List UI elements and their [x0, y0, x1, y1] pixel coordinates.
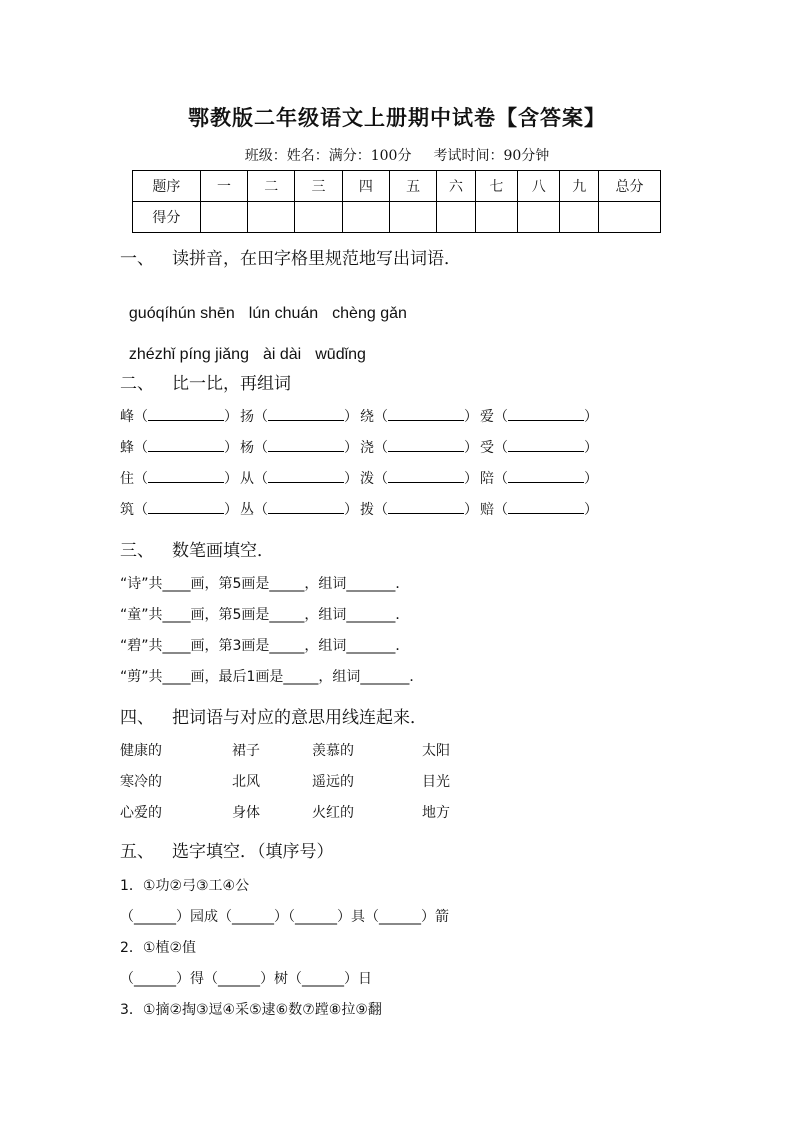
compare-item: 住（ ） — [120, 471, 238, 487]
score-cell[interactable] — [475, 202, 517, 233]
score-cell[interactable] — [248, 202, 295, 233]
score-cell[interactable] — [342, 202, 389, 233]
matching-word[interactable]: 火红的 — [312, 805, 354, 821]
compare-item: 陪（ ） — [480, 471, 598, 487]
matching-word[interactable]: 太阳 — [422, 743, 450, 759]
header-cell: 一 — [200, 171, 247, 202]
section-title: 比一比，再组词 — [172, 374, 291, 394]
matching-word[interactable]: 遥远的 — [312, 774, 354, 790]
compare-item: 蜂（ ） — [120, 440, 238, 456]
score-cell[interactable] — [518, 202, 560, 233]
matching-word[interactable]: 寒冷的 — [120, 774, 162, 790]
choice-options: 2．①植②值 — [120, 940, 197, 956]
header-cell: 五 — [389, 171, 436, 202]
compare-item: 杨（ ） — [240, 440, 358, 456]
section-title: 读拼音，在田字格里规范地写出词语． — [172, 249, 461, 269]
answer-blank[interactable] — [508, 408, 584, 421]
compare-item: 浇（ ） — [360, 440, 478, 456]
section-title: 选字填空．（填序号） — [172, 842, 334, 862]
answer-blank[interactable] — [508, 501, 584, 514]
exam-info — [0, 145, 794, 165]
compare-item: 丛（ ） — [240, 502, 358, 518]
pinyin-item: guóqíhún shēn — [128, 305, 235, 322]
compare-row — [120, 468, 600, 488]
matching-word[interactable]: 心爱的 — [120, 805, 162, 821]
pinyin-item: wūdǐng — [315, 346, 366, 363]
pinyin-item: lún chuán — [248, 305, 319, 322]
section-number: 四、 — [120, 708, 154, 728]
header-cell: 题序 — [133, 171, 201, 202]
exam-time-info: 考试时间：90分钟 — [433, 148, 550, 164]
header-cell: 九 — [560, 171, 598, 202]
section-1-heading — [120, 244, 461, 269]
compare-row — [120, 499, 600, 519]
compare-item: 筑（ ） — [120, 502, 238, 518]
score-cell[interactable] — [560, 202, 598, 233]
header-cell: 六 — [437, 171, 475, 202]
section-title: 把词语与对应的意思用线连起来． — [172, 708, 427, 728]
pinyin-item: ài dài — [262, 346, 302, 363]
row-label-cell: 得分 — [133, 202, 201, 233]
compare-item: 绕（ ） — [360, 409, 478, 425]
section-number: 五、 — [120, 842, 154, 862]
matching-word[interactable]: 身体 — [232, 805, 260, 821]
matching-word[interactable]: 目光 — [422, 774, 450, 790]
pinyin-item: chèng gǎn — [332, 305, 407, 322]
fill-in-line: （______）得（______）树（______）日 — [120, 971, 372, 987]
class-name-score-info: 班级：姓名：满分：100分 — [244, 148, 412, 164]
stroke-question: “剪”共____画，最后1画是_____，组词_______． — [120, 669, 424, 685]
answer-blank[interactable] — [268, 439, 344, 452]
choice-options: 3．①摘②掏③逗④采⑤逮⑥数⑦蹚⑧拉⑨翻 — [120, 1002, 382, 1018]
header-cell: 三 — [295, 171, 342, 202]
choice-options: 1．①功②弓③工④公 — [120, 878, 250, 894]
section-3-heading — [120, 536, 274, 561]
section-number: 三、 — [120, 541, 154, 561]
score-cell[interactable] — [200, 202, 247, 233]
section-number: 一、 — [120, 249, 154, 269]
matching-word[interactable]: 地方 — [422, 805, 450, 821]
header-cell: 八 — [518, 171, 560, 202]
section-title: 数笔画填空． — [172, 541, 274, 561]
answer-blank[interactable] — [508, 439, 584, 452]
score-table-header-row — [133, 171, 661, 202]
header-cell: 四 — [342, 171, 389, 202]
score-table — [132, 170, 661, 233]
compare-item: 泼（ ） — [360, 471, 478, 487]
compare-item: 爱（ ） — [480, 409, 598, 425]
stroke-question: “碧”共____画，第3画是_____，组词_______． — [120, 638, 410, 654]
pinyin-line-1 — [120, 287, 407, 323]
stroke-question: “童”共____画，第5画是_____，组词_______． — [120, 607, 410, 623]
compare-item: 受（ ） — [480, 440, 598, 456]
matching-word[interactable]: 北风 — [232, 774, 260, 790]
page-title: 鄂教版二年级语文上册期中试卷【含答案】 — [188, 105, 606, 130]
matching-word[interactable]: 羡慕的 — [312, 743, 354, 759]
compare-item: 扬（ ） — [240, 409, 358, 425]
compare-row — [120, 406, 600, 426]
answer-blank[interactable] — [268, 501, 344, 514]
pinyin-line-2 — [120, 328, 366, 364]
header-cell: 七 — [475, 171, 517, 202]
score-cell[interactable] — [295, 202, 342, 233]
compare-item: 拨（ ） — [360, 502, 478, 518]
answer-blank[interactable] — [148, 439, 224, 452]
answer-blank[interactable] — [388, 408, 464, 421]
answer-blank[interactable] — [268, 470, 344, 483]
answer-blank[interactable] — [148, 470, 224, 483]
answer-blank[interactable] — [148, 501, 224, 514]
fill-in-line: （______）园成（______）（______）具（______）箭 — [120, 909, 449, 925]
compare-item: 峰（ ） — [120, 409, 238, 425]
answer-blank[interactable] — [388, 439, 464, 452]
compare-item: 从（ ） — [240, 471, 358, 487]
header-cell: 总分 — [598, 171, 660, 202]
compare-row — [120, 437, 600, 457]
pinyin-item: zhézhǐ píng jiǎng — [128, 346, 249, 363]
stroke-question: “诗”共____画，第5画是_____，组词_______． — [120, 576, 410, 592]
score-table-score-row — [133, 202, 661, 233]
score-cell[interactable] — [437, 202, 475, 233]
score-cell[interactable] — [598, 202, 660, 233]
section-2-heading — [120, 369, 291, 394]
section-4-heading — [120, 703, 427, 728]
answer-blank[interactable] — [508, 470, 584, 483]
section-5-heading — [120, 837, 334, 862]
answer-blank[interactable] — [148, 408, 224, 421]
answer-blank[interactable] — [268, 408, 344, 421]
answer-blank[interactable] — [388, 501, 464, 514]
matching-word[interactable]: 裙子 — [232, 743, 260, 759]
matching-word[interactable]: 健康的 — [120, 743, 162, 759]
header-cell: 二 — [248, 171, 295, 202]
answer-blank[interactable] — [388, 470, 464, 483]
section-number: 二、 — [120, 374, 154, 394]
score-cell[interactable] — [389, 202, 436, 233]
compare-item: 赔（ ） — [480, 502, 598, 518]
